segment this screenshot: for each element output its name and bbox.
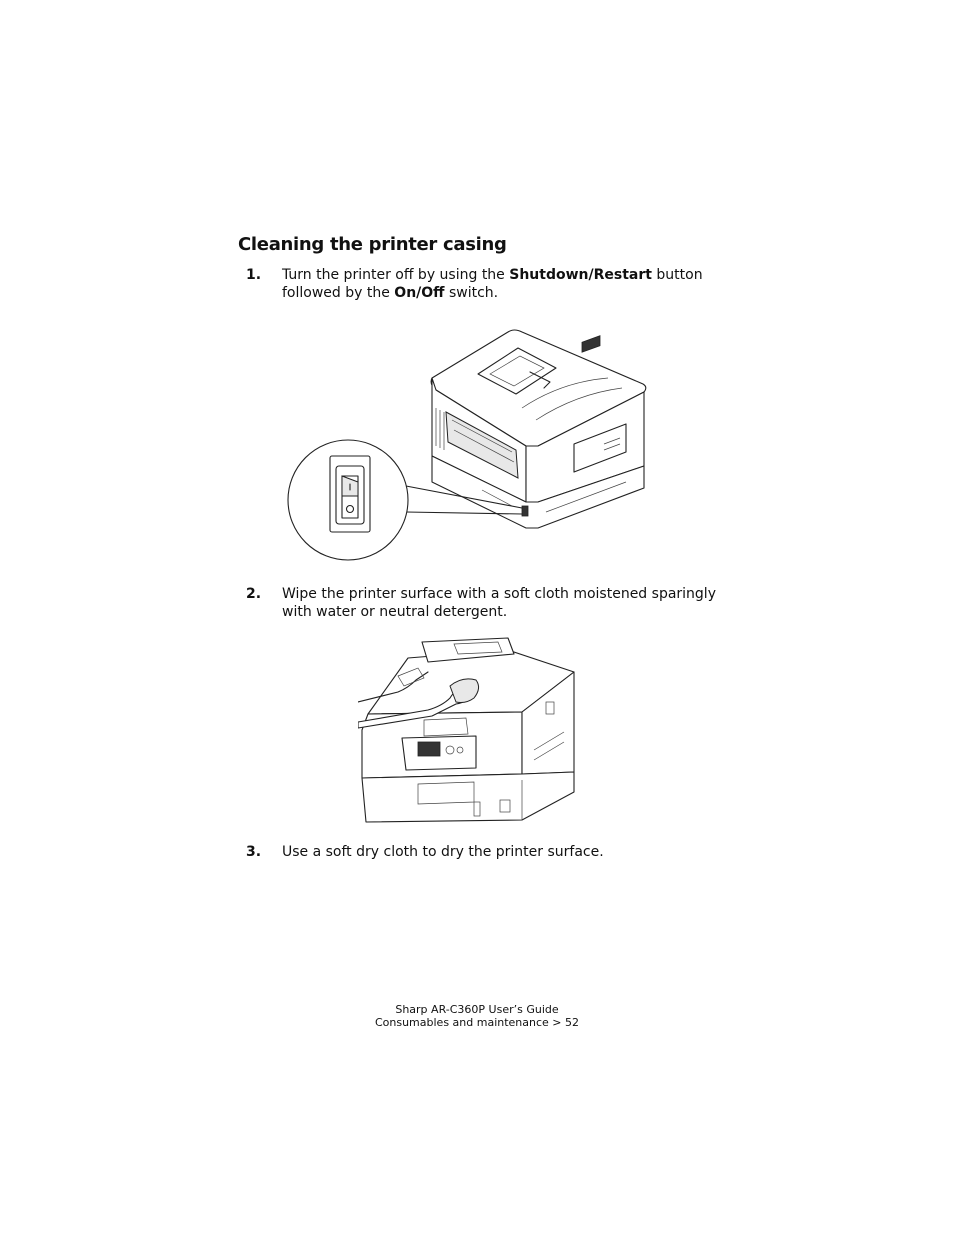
step-1-number: 1. [246,267,262,283]
footer-guide-title: Sharp AR-C360P User’s Guide [395,1003,559,1016]
step-1-text-b: button followed by the [282,267,703,301]
printer-power-switch-illustration [286,316,650,562]
shutdown-restart-label: Shutdown/Restart [509,267,652,283]
step-1-text [282,266,722,302]
wiping-printer-illustration [358,632,580,826]
step-3-number: 3. [246,844,262,860]
paper-tray-unit [362,772,574,822]
step-1-text-c: switch. [444,285,499,301]
power-switch-location [522,506,528,516]
step-3-text: Use a soft dry cloth to dry the printer surface. [282,844,604,860]
step-1-text-a: Turn the printer off by using the [282,267,510,283]
step-2-text: Wipe the printer surface with a soft cloth moistened sparingly with water or neutral detergent. [282,586,716,620]
section-title: Cleaning the printer casing [238,234,507,255]
on-off-label: On/Off [394,285,445,301]
step-2-number: 2. [246,586,262,602]
footer-page-reference: Consumables and maintenance > 52 [374,1016,580,1029]
